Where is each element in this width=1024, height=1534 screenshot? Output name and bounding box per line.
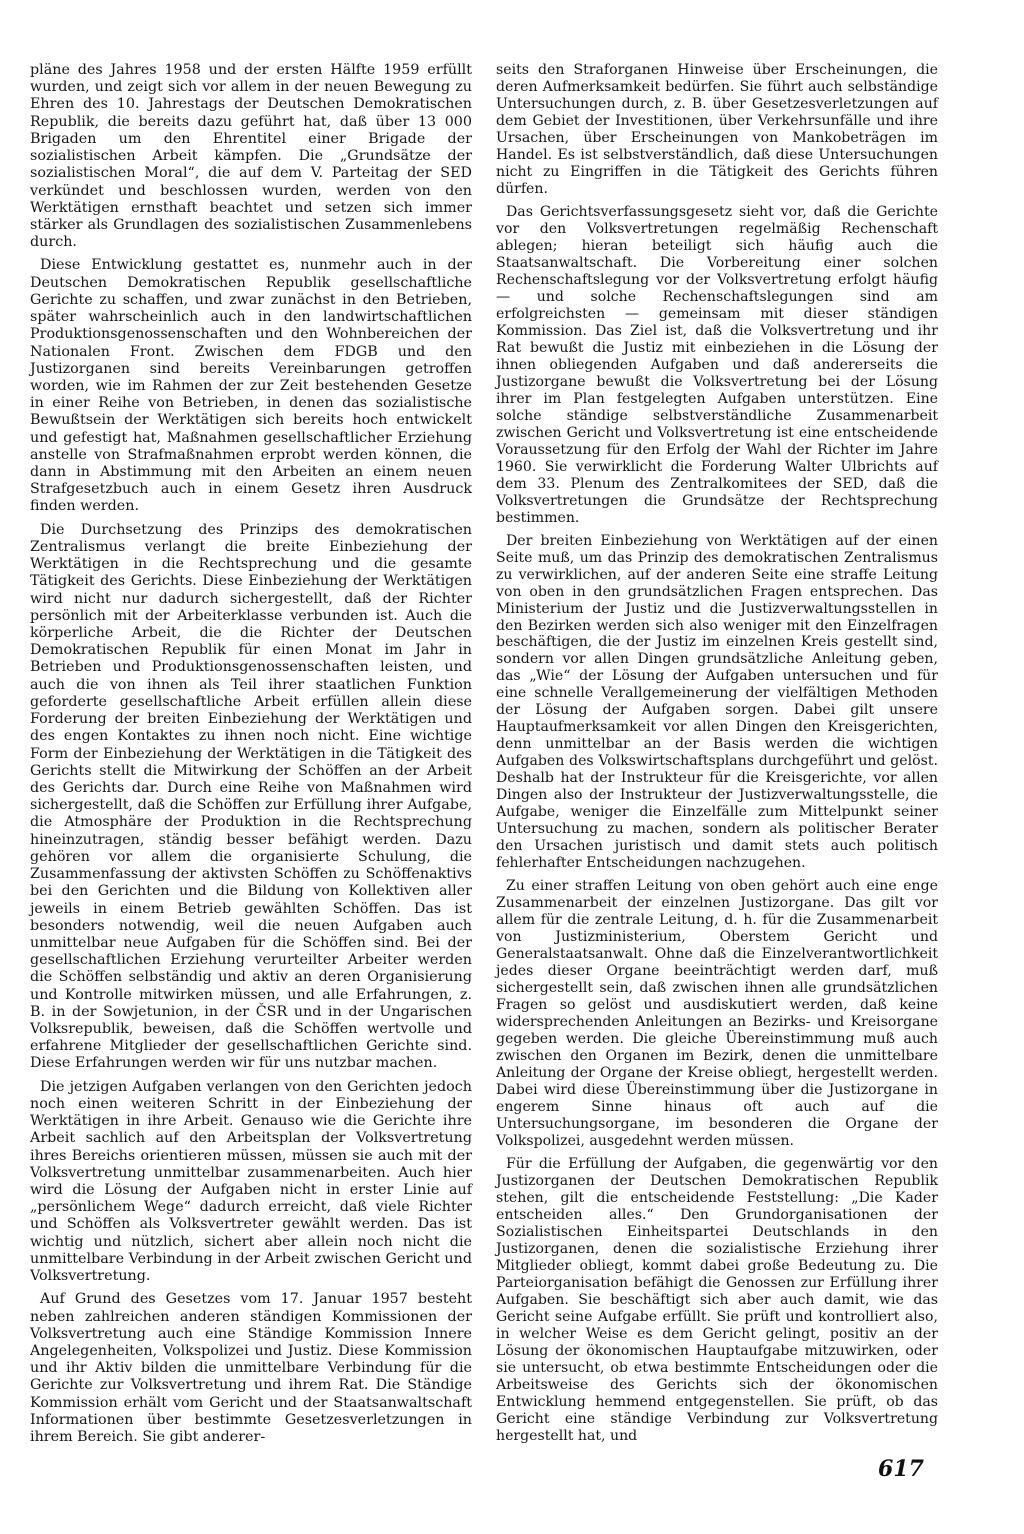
paragraph: Das Gerichtsverfassungsgesetz sieht vor, daß die Gerichte vor den Volksvertretungen regelmäßig Rechenschaft ablegen; hieran beteiligt sich häufig auch die Staatsanwaltschaft. Die Vorbereitung einer solchen Rechenschaftslegung vor der Volksvertretung erfolgt häufig — und solche Rechenschaftslegungen sind am erfolgreichsten — gemeinsam mit dieser ständigen Kommission. Das Ziel ist, daß die Volksvertretung und ihr Rat bewußt die Justiz mit einbeziehen in die Lösung der ihnen obliegenden Aufgaben und daß andererseits die Justizorgane bewußt die Volksvertretung bei der Lösung ihrer im Plan festgelegten Aufgaben unterstützen. Eine solche ständige selbstverständliche Zusammenarbeit zwischen Gericht und Volksvertretung ist eine entscheidende Voraussetzung für den Erfolg der Wahl der Richter im Jahre 1960. Sie verwirklicht die Forderung Walter Ulbrichts auf dem 33. Plenum des Zentralkomitees der SED, daß die Volksvertretungen die Grundsätze der Rechtsprechung bestimmen. [496, 203, 938, 526]
paragraph: Der breiten Einbeziehung von Werktätigen auf der einen Seite muß, um das Prinzip des demokratischen Zentralismus zu verwirklichen, auf der anderen Seite eine straffe Leitung von oben in den grundsätzlichen Fragen entsprechen. Das Ministerium der Justiz und die Justizverwaltungsstellen in den Bezirken werden sich also weniger mit den Einzelfragen beschäftigen, die der Justiz im einzelnen Kreis gestellt sind, sondern vor allen Dingen grundsätzliche Anleitung geben, das „Wie“ der Lösung der Aufgaben untersuchen und für eine schnelle Verallgemeinerung der vielfältigen Methoden der Lösung der Aufgaben sorgen. Dabei gilt unsere Hauptaufmerksamkeit vor allen Dingen den Kreisgerichten, denn unmittelbar an der Basis werden die wichtigen Aufgaben des Volkswirtschaftsplans durchgeführt und gelöst. Deshalb hat der Instrukteur für die Kreisgerichte, vor allen Dingen also der Instrukteur der Justizverwaltungsstelle, die Aufgabe, weniger die Einzelfälle zum Mittelpunkt seiner Untersuchung zu machen, sondern als politischer Berater den Ursachen juristisch und damit stets auch politisch fehlerhafter Entscheidungen nachzugehen. [496, 532, 938, 872]
page-number: 617 [878, 1456, 924, 1482]
paragraph: Auf Grund des Gesetzes vom 17. Januar 1957 besteht neben zahlreichen anderen ständigen Kommissionen der Volksvertretung auch eine Ständige Kommission Innere Angelegenheiten, Volkspolizei und Justiz. Diese Kommission und ihr Aktiv bilden die unmittelbare Verbindung für die Gerichte zur Volksvertretung und ihrem Rat. Die Ständige Kommission erhält vom Gericht und der Staatsanwaltschaft Informationen über bestimmte Gesetzesverletzungen in ihrem Bereich. Sie gibt anderer- [30, 1291, 472, 1446]
paragraph: Die Durchsetzung des Prinzips des demokratischen Zentralismus verlangt die breite Einbeziehung der Werktätigen in die Rechtsprechung und die gesamte Tätigkeit des Gerichts. Diese Einbeziehung der Werktätigen wird nicht nur dadurch sichergestellt, daß der Richter persönlich mit der Arbeiterklasse verbunden ist. Auch die körperliche Arbeit, die die Richter der Deutschen Demokratischen Republik für einen Monat im Jahr in Betrieben und Produktionsgenossenschaften leisten, und auch die von ihnen als Teil ihrer staatlichen Funktion geforderte gesellschaftliche Arbeit erfüllen allein diese Forderung der breiten Einbeziehung der Werktätigen und des engen Kontaktes zu ihnen noch nicht. Eine wichtige Form der Einbeziehung der Werktätigen in die Tätigkeit des Gerichts stellt die Mitwirkung der Schöffen an der Arbeit des Gerichts dar. Durch eine Reihe von Maßnahmen wird sichergestellt, daß die Schöffen zur Erfüllung ihrer Aufgabe, die Atmosphäre der Produktion in die Rechtsprechung hineinzutragen, ständig besser befähigt werden. Dazu gehören vor allem die organisierte Schulung, die Zusammenfassung der aktivsten Schöffen zu Schöffenaktivs bei den Gerichten und die Bildung von Kollektiven aller jeweils in einem Betrieb gewählten Schöffen. Das ist besonders notwendig, weil die neuen Aufgaben auch unmittelbar neue Aufgaben für die Schöffen sind. Bei der gesellschaftlichen Erziehung verurteilter Arbeiter werden die Schöffen selbständig und aktiv an deren Organisierung und Kontrolle mitwirken müssen, und alle Erfahrungen, z. B. in der Sowjetunion, in der ČSR und in der Ungarischen Volksrepublik, beweisen, daß die Schöffen wertvolle und erfahrene Mitglieder der gesellschaftlichen Gerichte sind. Diese Erfahrungen werden wir für uns nutzbar machen. [30, 521, 472, 1072]
paragraph: Zu einer straffen Leitung von oben gehört auch eine enge Zusammenarbeit der einzelnen Justizorgane. Das gilt vor allem für die zentrale Leitung, d. h. für die Zusammenarbeit von Justizministerium, Oberstem Gericht und Generalstaatsanwalt. Ohne daß die Einzelverantwortlichkeit jedes dieser Organe beeinträchtigt werden darf, muß sichergestellt sein, daß zwischen ihnen alle grundsätzlichen Fragen so gelöst und ausdiskutiert werden, daß keine widersprechenden Anleitungen an Bezirks- und Kreisorgane gegeben werden. Die gleiche Übereinstimmung muß auch zwischen den Organen im Bezirk, denen die unmittelbare Anleitung der Organe der Kreise obliegt, hergestellt werden. Dabei wird diese Übereinstimmung über die Justizorgane in engerem Sinne hinaus oft auch auf die Untersuchungsorgane, im besonderen die Organe der Volkspolizei, ausgedehnt werden müssen. [496, 878, 938, 1150]
paragraph: Für die Erfüllung der Aufgaben, die gegenwärtig vor den Justizorganen der Deutschen Demokratischen Republik stehen, gilt die entscheidende Feststellung: „Die Kader entscheiden alles.“ Den Grundorganisationen der Sozialistischen Einheitspartei Deutschlands in den Justizorganen, denen die sozialistische Erziehung ihrer Mitglieder obliegt, kommt dabei große Bedeutung zu. Die Parteiorganisation befähigt die Genossen zur Erfüllung ihrer Aufgaben. Sie beschäftigt sich aber auch damit, wie das Gericht seine Aufgabe erfüllt. Sie prüft und kontrolliert also, in welcher Weise es dem Gericht gelingt, positiv an der Lösung der ökonomischen Hauptaufgabe mitzuwirken, oder sie untersucht, ob etwa bestimmte Entscheidungen oder die Arbeitsweise des Gerichts sich der ökonomischen Entwicklung hemmend entgegenstellen. Sie prüft, ob das Gericht eine ständige Verbindung zur Volksvertretung hergestellt hat, und [496, 1156, 938, 1444]
paragraph: seits den Straforganen Hinweise über Erscheinungen, die deren Aufmerksamkeit bedürfen. Sie führt auch selbständige Untersuchungen durch, z. B. über Gesetzesverletzungen auf dem Gebiet der Investitionen, über Verkehrsunfälle und ihre Ursachen, über Erscheinungen von Mankobeträgen im Handel. Es ist selbstverständlich, daß diese Untersuchungen nicht zu Eingriffen in die Tätigkeit des Gerichts führen dürfen. [496, 62, 938, 197]
paragraph: Diese Entwicklung gestattet es, nunmehr auch in der Deutschen Demokratischen Republik gesellschaftliche Gerichte zu schaffen, und zwar zunächst in den Betrieben, später wahrscheinlich auch in den landwirtschaftlichen Produktionsgenossenschaften und den Wohnbereichen der Nationalen Front. Zwischen dem FDGB und den Justizorganen sind bereits Vereinbarungen getroffen worden, wie im Rahmen der zur Zeit bestehenden Gesetze in einer Reihe von Betrieben, in denen das sozialistische Bewußtsein der Werktätigen sich bereits hoch entwickelt und gefestigt hat, Maßnahmen gesellschaftlicher Erziehung anstelle von Strafmaßnahmen erprobt werden können, die dann in Abstimmung mit den Arbeiten an einem neuen Strafgesetzbuch auch in einem Gesetz ihren Ausdruck finden werden. [30, 257, 472, 515]
right-column [496, 62, 938, 1451]
left-column [30, 62, 472, 1452]
paragraph: Die jetzigen Aufgaben verlangen von den Gerichten jedoch noch einen weiteren Schritt in der Einbeziehung der Werktätigen in ihre Arbeit. Genauso wie die Gerichte ihre Arbeit sachlich auf den Arbeitsplan der Volksvertretung ihres Bereichs orientieren müssen, müssen sie auch mit der Volksvertretung unmittelbar zusammenarbeiten. Auch hier wird die Lösung der Aufgaben nicht in erster Linie auf „persönlichem Wege“ dadurch erreicht, daß viele Richter und Schöffen als Volksvertreter gewählt werden. Das ist wichtig und nützlich, sichert aber allein noch nicht die unmittelbare Verbindung in der Arbeit zwischen Gericht und Volksvertretung. [30, 1078, 472, 1285]
paragraph: pläne des Jahres 1958 und der ersten Hälfte 1959 erfüllt wurden, und zeigt sich vor allem in der neuen Bewegung zu Ehren des 10. Jahrestags der Deutschen Demokratischen Republik, die bereits dazu geführt hat, daß über 13 000 Brigaden um den Ehrentitel einer Brigade der sozialistischen Arbeit kämpfen. Die „Grundsätze der sozialistischen Moral“, die auf dem V. Parteitag der SED verkündet und beschlossen wurden, werden von den Werktätigen ernsthaft beachtet und setzen sich immer stärker als Grundlagen des sozialistischen Zusammenlebens durch. [30, 62, 472, 251]
